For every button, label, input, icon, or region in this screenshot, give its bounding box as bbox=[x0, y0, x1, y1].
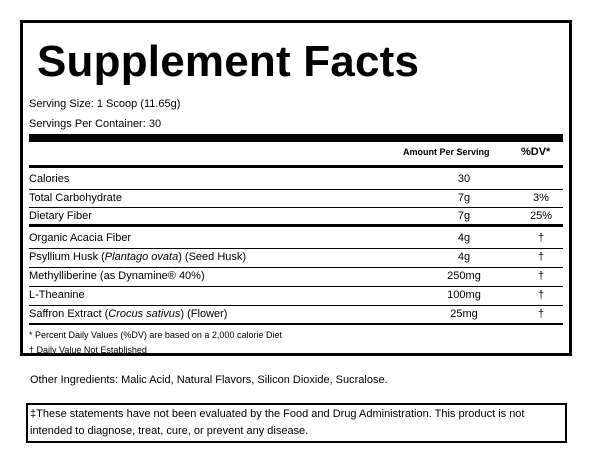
nutrient-amount: 7g bbox=[457, 192, 471, 204]
table-row bbox=[29, 306, 563, 324]
nutrient-name: Total Carbohydrate bbox=[29, 192, 122, 204]
ingredient-name: Organic Acacia Fiber bbox=[29, 232, 132, 244]
ingredient-amount: 4g bbox=[457, 232, 471, 244]
nutrient-amount: 30 bbox=[457, 173, 471, 185]
ingredient-name: Psyllium Husk (Plantago ovata) (Seed Husk) bbox=[29, 251, 247, 263]
table-row bbox=[29, 171, 563, 189]
nutrient-dv: 25% bbox=[529, 210, 553, 222]
supplement-facts-panel bbox=[20, 20, 572, 356]
ingredient-dv: † bbox=[537, 251, 545, 263]
table-row bbox=[29, 268, 563, 286]
nutrient-amount: 7g bbox=[457, 210, 471, 222]
nutrient-name: Calories bbox=[29, 173, 70, 185]
table-row bbox=[29, 190, 563, 208]
thick-divider bbox=[29, 134, 563, 142]
panel-title: Supplement Facts bbox=[37, 37, 420, 86]
ingredient-dv: † bbox=[537, 270, 545, 282]
group-divider bbox=[29, 224, 563, 227]
ingredient-dv: † bbox=[537, 289, 545, 301]
ingredient-dv: † bbox=[537, 232, 545, 244]
dv-header: %DV* bbox=[521, 146, 551, 158]
table-row bbox=[29, 249, 563, 267]
servings-per-container: Servings Per Container: 30 bbox=[29, 118, 162, 130]
nutrient-name: Dietary Fiber bbox=[29, 210, 92, 222]
dv-not-established-footnote: † Daily Value Not Established bbox=[29, 345, 147, 355]
ingredient-name: Methylliberine (as Dynamine® 40%) bbox=[29, 270, 205, 282]
table-row bbox=[29, 287, 563, 305]
amount-per-serving-header: Amount Per Serving bbox=[403, 147, 490, 157]
other-ingredients: Other Ingredients: Malic Acid, Natural Flavors, Silicon Dioxide, Sucralose. bbox=[30, 374, 388, 386]
nutrient-dv: 3% bbox=[533, 192, 549, 204]
ingredient-name: L-Theanine bbox=[29, 289, 85, 301]
fda-disclaimer: ‡These statements have not been evaluated by the Food and Drug Administration. This product is not intended to diagnose, treat, cure, or prevent any disease. bbox=[26, 403, 567, 443]
header-divider bbox=[29, 165, 563, 168]
footer-divider bbox=[29, 323, 563, 325]
ingredient-amount: 100mg bbox=[447, 289, 481, 301]
ingredient-amount: 4g bbox=[457, 251, 471, 263]
serving-size: Serving Size: 1 Scoop (11.65g) bbox=[29, 98, 181, 110]
ingredient-name: Saffron Extract (Crocus sativus) (Flower) bbox=[29, 308, 228, 320]
percent-dv-footnote: * Percent Daily Values (%DV) are based on a 2,000 calorie Diet bbox=[29, 330, 282, 340]
table-row bbox=[29, 230, 563, 248]
ingredient-dv: † bbox=[537, 308, 545, 320]
ingredient-amount: 250mg bbox=[447, 270, 481, 282]
ingredient-amount: 25mg bbox=[450, 308, 478, 320]
